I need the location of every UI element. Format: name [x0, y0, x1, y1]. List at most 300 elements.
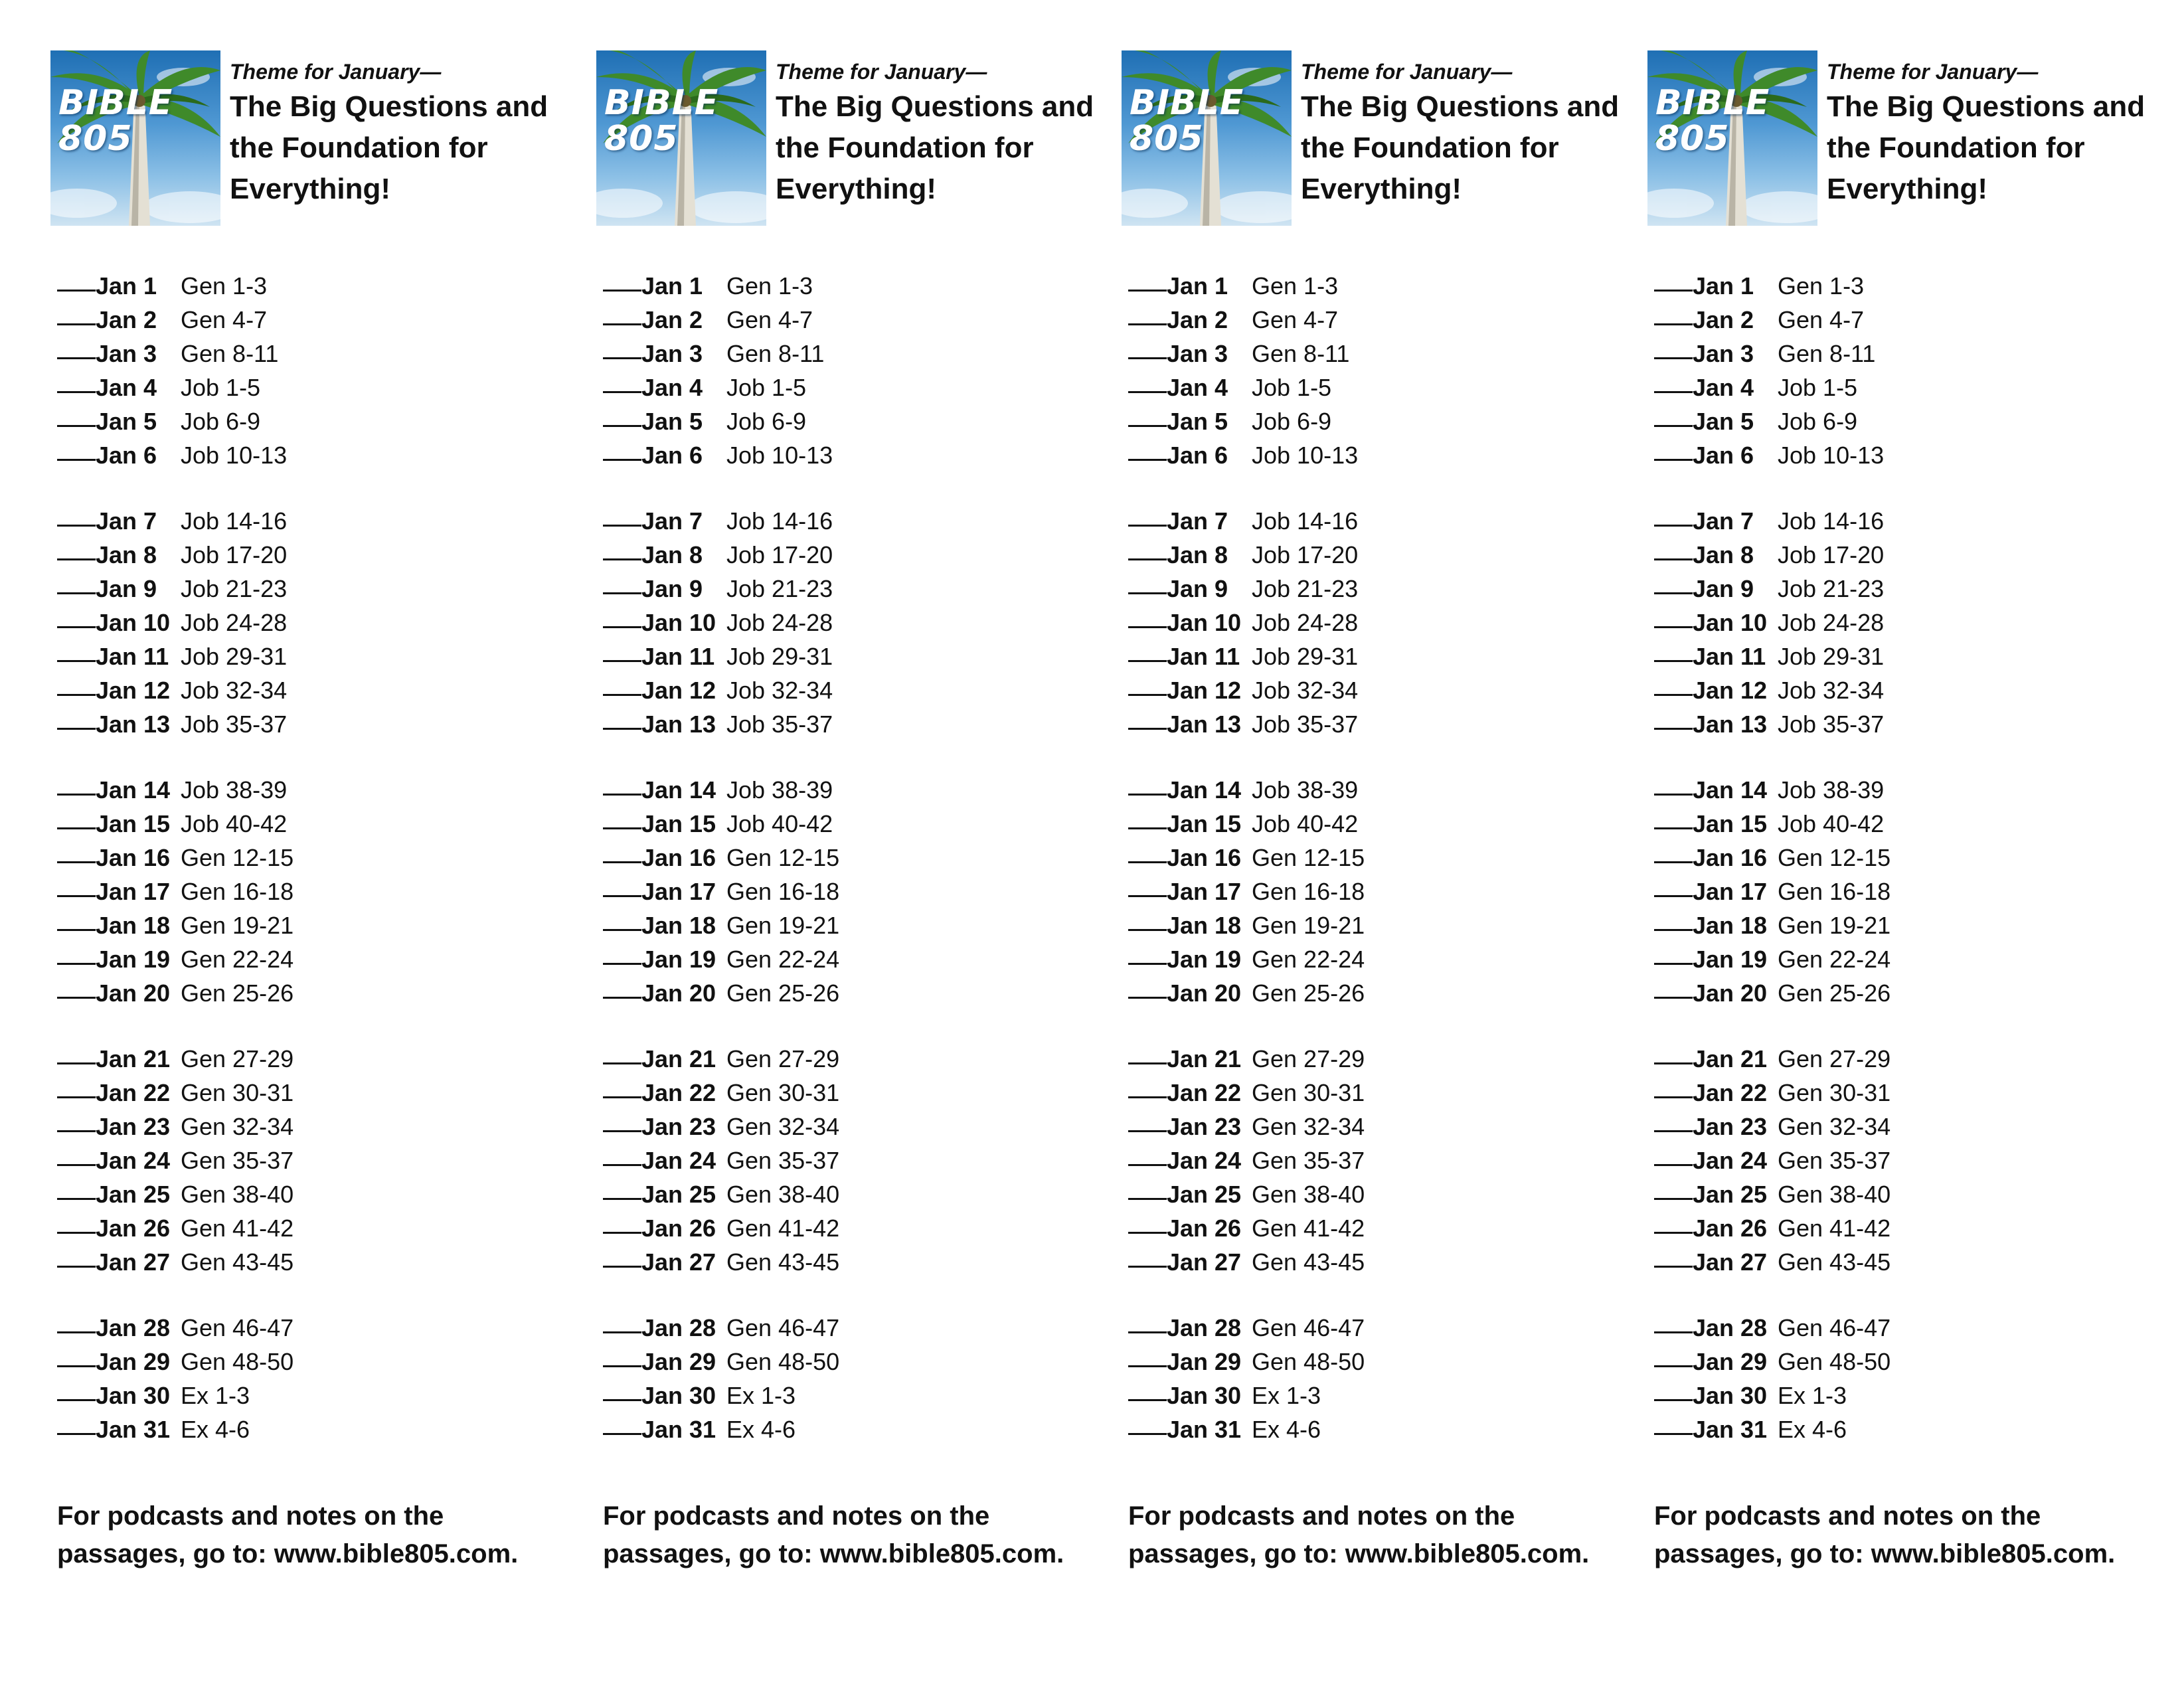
reading-passage: Gen 1-3: [1778, 272, 1865, 299]
reading-day: Jan 16: [96, 844, 171, 871]
checkoff-blank: [603, 367, 641, 393]
checkoff-blank: [603, 333, 641, 359]
theme-title-line: Everything!: [1827, 173, 1988, 205]
reading-row: [603, 1375, 1094, 1409]
reading-row: [1654, 704, 2145, 738]
reading-passage: Gen 43-45: [726, 1248, 840, 1276]
checkoff-blank: [1654, 1242, 1693, 1268]
reading-day: Jan 22: [1693, 1079, 1768, 1106]
reading-row: [1128, 1208, 1620, 1242]
reading-day: Jan 13: [641, 711, 716, 738]
reading-row: [603, 435, 1094, 469]
reading-group: [1654, 1308, 2145, 1443]
reading-passage: Job 1-5: [181, 374, 261, 401]
reading-day: Jan 24: [1167, 1147, 1242, 1174]
reading-row: [603, 535, 1094, 568]
reading-passage: Gen 16-18: [1778, 878, 1891, 905]
reading-day: Jan 20: [96, 979, 171, 1007]
reading-passage: Job 32-34: [1778, 677, 1885, 704]
reading-passage: Job 10-13: [181, 442, 288, 469]
reading-row: [57, 535, 548, 568]
reading-passage: Job 35-37: [1778, 711, 1885, 738]
checkoff-blank: [57, 535, 96, 560]
reading-row: [1128, 367, 1620, 401]
reading-day: Jan 30: [1693, 1382, 1768, 1409]
checkoff-blank: [603, 501, 641, 527]
theme-label: Theme for January—: [776, 60, 987, 84]
reading-day: Jan 27: [1693, 1248, 1768, 1276]
reading-group: [603, 266, 1094, 469]
reading-passage: Job 29-31: [726, 643, 833, 670]
reading-passage: Job 32-34: [726, 677, 833, 704]
reading-day: Jan 12: [1167, 677, 1242, 704]
reading-passage: Gen 8-11: [1778, 340, 1876, 367]
reading-row: [1654, 1409, 2145, 1443]
checkoff-blank: [603, 1308, 641, 1333]
footer-prefix: passages, go to:: [603, 1539, 820, 1568]
website-link[interactable]: www.bible805.com: [1871, 1539, 2108, 1568]
reading-day: Jan 20: [1693, 979, 1768, 1007]
reading-passage: Gen 41-42: [726, 1215, 840, 1242]
reading-passage: Gen 35-37: [1778, 1147, 1891, 1174]
reading-passage: Job 10-13: [1778, 442, 1885, 469]
checkoff-blank: [57, 1375, 96, 1401]
reading-passage: Job 24-28: [181, 609, 288, 636]
checkoff-blank: [1654, 1208, 1693, 1234]
reading-passage: Gen 35-37: [726, 1147, 840, 1174]
reading-passage: Gen 38-40: [1778, 1181, 1891, 1208]
checkoff-blank: [603, 1072, 641, 1098]
reading-passage: Job 6-9: [1778, 408, 1858, 435]
logo-line-2: 805: [58, 119, 133, 159]
checkoff-blank: [1128, 905, 1167, 931]
reading-day: Jan 22: [96, 1079, 171, 1106]
website-link[interactable]: www.bible805.com: [274, 1539, 511, 1568]
theme-title: [230, 86, 548, 210]
reading-day: Jan 23: [1167, 1113, 1242, 1140]
checkoff-blank: [1128, 367, 1167, 393]
reading-plan: [1128, 266, 1620, 1475]
checkoff-blank: [603, 803, 641, 829]
reading-passage: Ex 1-3: [181, 1382, 250, 1409]
footer-prefix: passages, go to:: [57, 1539, 274, 1568]
reading-group: [1128, 1039, 1620, 1276]
website-link[interactable]: www.bible805.com: [819, 1539, 1057, 1568]
reading-row: [603, 770, 1094, 803]
reading-passage: Job 38-39: [181, 776, 288, 803]
reading-passage: Gen 25-26: [1778, 979, 1891, 1007]
reading-passage: Gen 32-34: [1778, 1113, 1891, 1140]
reading-row: [57, 1409, 548, 1443]
reading-row: [1654, 1174, 2145, 1208]
reading-day: Jan 4: [1167, 374, 1228, 401]
reading-passage: Job 29-31: [1252, 643, 1359, 670]
checkoff-blank: [1654, 1072, 1693, 1098]
reading-day: Jan 13: [1693, 711, 1768, 738]
reading-row: [1128, 871, 1620, 905]
theme-title-line: the Foundation for: [776, 131, 1034, 164]
reading-day: Jan 19: [1167, 946, 1242, 973]
reading-passage: Job 17-20: [726, 541, 833, 568]
reading-day: Jan 31: [641, 1416, 716, 1443]
theme-title-line: The Big Questions and: [776, 90, 1094, 123]
reading-row: [603, 1174, 1094, 1208]
reading-row: [1654, 602, 2145, 636]
reading-passage: Gen 46-47: [181, 1314, 294, 1341]
reading-row: [1128, 401, 1620, 435]
checkoff-blank: [57, 939, 96, 965]
theme-title-line: The Big Questions and: [230, 90, 548, 123]
reading-day: Jan 15: [96, 810, 171, 837]
reading-row: [1128, 837, 1620, 871]
checkoff-blank: [1128, 1341, 1167, 1367]
reading-day: Jan 29: [1693, 1348, 1768, 1375]
checkoff-blank: [603, 905, 641, 931]
reading-row: [57, 1039, 548, 1072]
reading-passage: Ex 4-6: [726, 1416, 796, 1443]
reading-day: Jan 15: [641, 810, 716, 837]
reading-day: Jan 31: [96, 1416, 171, 1443]
checkoff-blank: [1128, 1208, 1167, 1234]
reading-row: [57, 299, 548, 333]
reading-row: [57, 501, 548, 535]
checkoff-blank: [1654, 299, 1693, 325]
reading-passage: Ex 1-3: [726, 1382, 796, 1409]
reading-passage: Job 35-37: [1252, 711, 1359, 738]
reading-day: Jan 21: [641, 1045, 716, 1072]
reading-passage: Gen 4-7: [1778, 306, 1865, 333]
reading-day: Jan 2: [1693, 306, 1754, 333]
checkoff-blank: [1654, 1341, 1693, 1367]
checkoff-blank: [57, 1072, 96, 1098]
reading-day: Jan 26: [641, 1215, 716, 1242]
reading-row: [603, 973, 1094, 1007]
reading-passage: Gen 43-45: [181, 1248, 294, 1276]
reading-row: [57, 367, 548, 401]
footer-note: [1654, 1497, 2145, 1573]
reading-day: Jan 21: [1693, 1045, 1768, 1072]
reading-row: [1654, 367, 2145, 401]
reading-day: Jan 24: [1693, 1147, 1768, 1174]
reading-day: Jan 15: [1167, 810, 1242, 837]
checkoff-blank: [603, 299, 641, 325]
checkoff-blank: [1654, 770, 1693, 796]
reading-day: Jan 13: [1167, 711, 1242, 738]
reading-passage: Gen 48-50: [1252, 1348, 1365, 1375]
reading-row: [1128, 1242, 1620, 1276]
reading-row: [57, 1308, 548, 1341]
reading-day: Jan 1: [641, 272, 703, 299]
reading-day: Jan 6: [96, 442, 157, 469]
checkoff-blank: [1128, 602, 1167, 628]
reading-row: [1128, 602, 1620, 636]
reading-row: [603, 803, 1094, 837]
reading-row: [57, 973, 548, 1007]
reading-day: Jan 28: [96, 1314, 171, 1341]
reading-day: Jan 18: [641, 912, 716, 939]
reading-day: Jan 3: [641, 340, 703, 367]
reading-row: [1654, 333, 2145, 367]
reading-row: [603, 939, 1094, 973]
checkoff-blank: [57, 1106, 96, 1132]
reading-row: [1128, 1072, 1620, 1106]
reading-passage: Gen 19-21: [181, 912, 294, 939]
checkoff-blank: [57, 636, 96, 662]
checkoff-blank: [1128, 1242, 1167, 1268]
reading-row: [1128, 568, 1620, 602]
reading-passage: Gen 41-42: [181, 1215, 294, 1242]
reading-row: [603, 704, 1094, 738]
reading-day: Jan 16: [641, 844, 716, 871]
checkoff-blank: [1654, 1140, 1693, 1166]
footer-note: [603, 1497, 1094, 1573]
reading-row: [1654, 939, 2145, 973]
bookmark-header: [592, 46, 1097, 226]
reading-day: Jan 1: [96, 272, 157, 299]
reading-passage: Ex 4-6: [181, 1416, 250, 1443]
reading-row: [1128, 1375, 1620, 1409]
reading-row: [57, 602, 548, 636]
theme-title: [1301, 86, 1620, 210]
reading-day: Jan 26: [96, 1215, 171, 1242]
bookmark-header: [1118, 46, 1622, 226]
reading-day: Jan 24: [96, 1147, 171, 1174]
checkoff-blank: [603, 704, 641, 730]
checkoff-blank: [1128, 1409, 1167, 1435]
reading-passage: Job 35-37: [181, 711, 288, 738]
reading-row: [1128, 905, 1620, 939]
reading-group: [1654, 770, 2145, 1007]
checkoff-blank: [57, 704, 96, 730]
reading-day: Jan 18: [96, 912, 171, 939]
reading-day: Jan 8: [641, 541, 703, 568]
reading-day: Jan 11: [1693, 643, 1766, 670]
checkoff-blank: [1654, 1409, 1693, 1435]
checkoff-blank: [1128, 1174, 1167, 1200]
reading-row: [57, 1341, 548, 1375]
reading-row: [1654, 1039, 2145, 1072]
reading-passage: Gen 22-24: [1778, 946, 1891, 973]
reading-day: Jan 17: [1167, 878, 1242, 905]
reading-passage: Ex 4-6: [1252, 1416, 1321, 1443]
reading-passage: Gen 8-11: [1252, 340, 1350, 367]
reading-row: [1654, 501, 2145, 535]
reading-day: Jan 29: [641, 1348, 716, 1375]
checkoff-blank: [603, 1375, 641, 1401]
checkoff-blank: [57, 1341, 96, 1367]
bible805-palm-logo-icon: [1122, 50, 1292, 226]
reading-passage: Gen 19-21: [1252, 912, 1365, 939]
reading-day: Jan 8: [1167, 541, 1228, 568]
reading-row: [603, 299, 1094, 333]
theme-title-line: Everything!: [776, 173, 937, 205]
reading-row: [603, 905, 1094, 939]
reading-row: [603, 568, 1094, 602]
bookmark: [1118, 46, 1622, 1640]
footer-line-1: For podcasts and notes on the: [57, 1501, 444, 1531]
logo-line-1: BIBLE: [1655, 83, 1770, 123]
checkoff-blank: [57, 803, 96, 829]
reading-row: [603, 1208, 1094, 1242]
reading-day: Jan 29: [96, 1348, 171, 1375]
reading-row: [603, 1308, 1094, 1341]
reading-passage: Job 10-13: [1252, 442, 1359, 469]
reading-passage: Gen 12-15: [1778, 844, 1891, 871]
checkoff-blank: [57, 770, 96, 796]
reading-day: Jan 19: [641, 946, 716, 973]
reading-group: [57, 266, 548, 469]
reading-row: [603, 266, 1094, 299]
reading-passage: Gen 4-7: [181, 306, 268, 333]
checkoff-blank: [1128, 837, 1167, 863]
reading-day: Jan 6: [1693, 442, 1754, 469]
reading-day: Jan 12: [96, 677, 171, 704]
reading-passage: Gen 19-21: [726, 912, 840, 939]
checkoff-blank: [603, 1242, 641, 1268]
checkoff-blank: [603, 1106, 641, 1132]
reading-day: Jan 17: [1693, 878, 1768, 905]
reading-passage: Job 14-16: [181, 507, 288, 535]
bookmark: [1643, 46, 2148, 1640]
reading-day: Jan 26: [1167, 1215, 1242, 1242]
reading-passage: Job 6-9: [726, 408, 807, 435]
checkoff-blank: [57, 568, 96, 594]
reading-row: [57, 266, 548, 299]
theme-title-line: The Big Questions and: [1301, 90, 1620, 123]
reading-day: Jan 19: [96, 946, 171, 973]
reading-group: [1128, 1308, 1620, 1443]
reading-row: [1654, 636, 2145, 670]
checkoff-blank: [57, 501, 96, 527]
reading-day: Jan 4: [1693, 374, 1754, 401]
reading-row: [1654, 568, 2145, 602]
reading-row: [1654, 1208, 2145, 1242]
checkoff-blank: [1128, 1039, 1167, 1064]
reading-row: [1654, 535, 2145, 568]
reading-row: [603, 401, 1094, 435]
reading-row: [1654, 435, 2145, 469]
reading-passage: Gen 38-40: [181, 1181, 294, 1208]
reading-day: Jan 22: [1167, 1079, 1242, 1106]
reading-row: [1128, 1106, 1620, 1140]
reading-group: [603, 1039, 1094, 1276]
reading-group: [57, 1308, 548, 1443]
reading-day: Jan 11: [96, 643, 169, 670]
reading-row: [1654, 871, 2145, 905]
reading-passage: Ex 1-3: [1778, 1382, 1847, 1409]
checkoff-blank: [603, 939, 641, 965]
reading-plan: [1654, 266, 2145, 1475]
reading-day: Jan 21: [1167, 1045, 1242, 1072]
checkoff-blank: [57, 1409, 96, 1435]
checkoff-blank: [1128, 1072, 1167, 1098]
checkoff-blank: [1128, 535, 1167, 560]
checkoff-blank: [603, 1341, 641, 1367]
reading-passage: Gen 30-31: [1252, 1079, 1365, 1106]
theme-title: [1827, 86, 2145, 210]
checkoff-blank: [603, 670, 641, 696]
reading-group: [603, 770, 1094, 1007]
checkoff-blank: [1128, 568, 1167, 594]
checkoff-blank: [603, 435, 641, 461]
reading-passage: Gen 16-18: [1252, 878, 1365, 905]
reading-row: [57, 1174, 548, 1208]
reading-row: [1654, 1140, 2145, 1174]
reading-day: Jan 3: [1167, 340, 1228, 367]
checkoff-blank: [1654, 939, 1693, 965]
reading-day: Jan 14: [1167, 776, 1242, 803]
reading-row: [1128, 535, 1620, 568]
logo-line-1: BIBLE: [1130, 83, 1244, 123]
checkoff-blank: [1654, 333, 1693, 359]
reading-row: [1654, 973, 2145, 1007]
checkoff-blank: [1654, 535, 1693, 560]
reading-day: Jan 7: [1693, 507, 1754, 535]
checkoff-blank: [603, 266, 641, 292]
footer-prefix: passages, go to:: [1654, 1539, 1871, 1568]
reading-passage: Job 14-16: [1252, 507, 1359, 535]
reading-day: Jan 30: [641, 1382, 716, 1409]
checkoff-blank: [1654, 803, 1693, 829]
checkoff-blank: [1128, 266, 1167, 292]
reading-passage: Job 40-42: [726, 810, 833, 837]
footer-line-2: [603, 1535, 1094, 1573]
checkoff-blank: [57, 602, 96, 628]
reading-day: Jan 25: [1693, 1181, 1768, 1208]
checkoff-blank: [57, 266, 96, 292]
reading-row: [603, 837, 1094, 871]
reading-passage: Gen 32-34: [181, 1113, 294, 1140]
footer-period: .: [2108, 1539, 2116, 1568]
checkoff-blank: [603, 837, 641, 863]
checkoff-blank: [57, 401, 96, 427]
reading-passage: Gen 30-31: [181, 1079, 294, 1106]
reading-day: Jan 7: [641, 507, 703, 535]
reading-passage: Job 35-37: [726, 711, 833, 738]
checkoff-blank: [1654, 837, 1693, 863]
reading-day: Jan 4: [96, 374, 157, 401]
reading-passage: Gen 30-31: [726, 1079, 840, 1106]
website-link[interactable]: www.bible805.com: [1345, 1539, 1582, 1568]
reading-passage: Gen 16-18: [181, 878, 294, 905]
reading-day: Jan 29: [1167, 1348, 1242, 1375]
reading-day: Jan 6: [641, 442, 703, 469]
reading-row: [603, 1072, 1094, 1106]
reading-passage: Job 6-9: [1252, 408, 1332, 435]
reading-group: [1654, 501, 2145, 738]
reading-passage: Gen 48-50: [181, 1348, 294, 1375]
reading-passage: Job 38-39: [1778, 776, 1885, 803]
checkoff-blank: [1654, 973, 1693, 999]
reading-passage: Gen 25-26: [726, 979, 840, 1007]
reading-row: [1128, 299, 1620, 333]
checkoff-blank: [603, 1208, 641, 1234]
reading-day: Jan 25: [1167, 1181, 1242, 1208]
reading-day: Jan 1: [1167, 272, 1228, 299]
checkoff-blank: [1128, 803, 1167, 829]
checkoff-blank: [57, 1140, 96, 1166]
reading-row: [603, 636, 1094, 670]
reading-passage: Job 24-28: [1252, 609, 1359, 636]
checkoff-blank: [1128, 1308, 1167, 1333]
checkoff-blank: [1128, 973, 1167, 999]
reading-passage: Gen 22-24: [1252, 946, 1365, 973]
checkoff-blank: [1654, 636, 1693, 662]
checkoff-blank: [1654, 670, 1693, 696]
reading-row: [57, 871, 548, 905]
reading-group: [1654, 1039, 2145, 1276]
checkoff-blank: [1128, 435, 1167, 461]
